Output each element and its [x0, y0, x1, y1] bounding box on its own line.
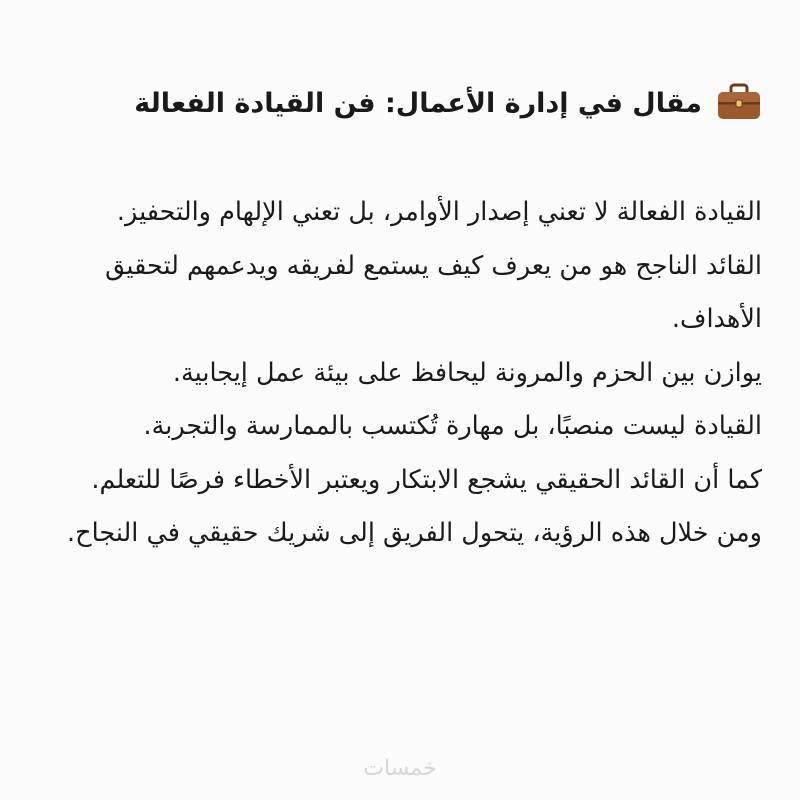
article-title: مقال في إدارة الأعمال: فن القيادة الفعالة	[134, 88, 702, 119]
paragraph: القيادة الفعالة لا تعني إصدار الأوامر، بل تعني الإلهام والتحفيز.	[116, 197, 762, 227]
paragraph: القيادة ليست منصبًا، بل مهارة تُكتسب بالممارسة والتجربة.	[143, 411, 762, 441]
article-body	[44, 186, 762, 561]
briefcase-icon	[702, 83, 762, 125]
watermark-logo: خمسات	[363, 756, 437, 781]
paragraph: القائد الناجح هو من يعرف كيف يستمع لفريقه ويدعمهم لتحقيق الأهداف.	[105, 250, 762, 334]
paragraph: يوازن بين الحزم والمرونة ليحافظ على بيئة عمل إيجابية.	[172, 357, 762, 388]
paragraph: ومن خلال هذه الرؤية، يتحول الفريق إلى شريك حقيقي في النجاح.	[67, 518, 762, 548]
article-header	[40, 78, 762, 130]
paragraph: كما أن القائد الحقيقي يشجع الابتكار ويعتبر الأخطاء فرصًا للتعلم.	[91, 464, 762, 495]
